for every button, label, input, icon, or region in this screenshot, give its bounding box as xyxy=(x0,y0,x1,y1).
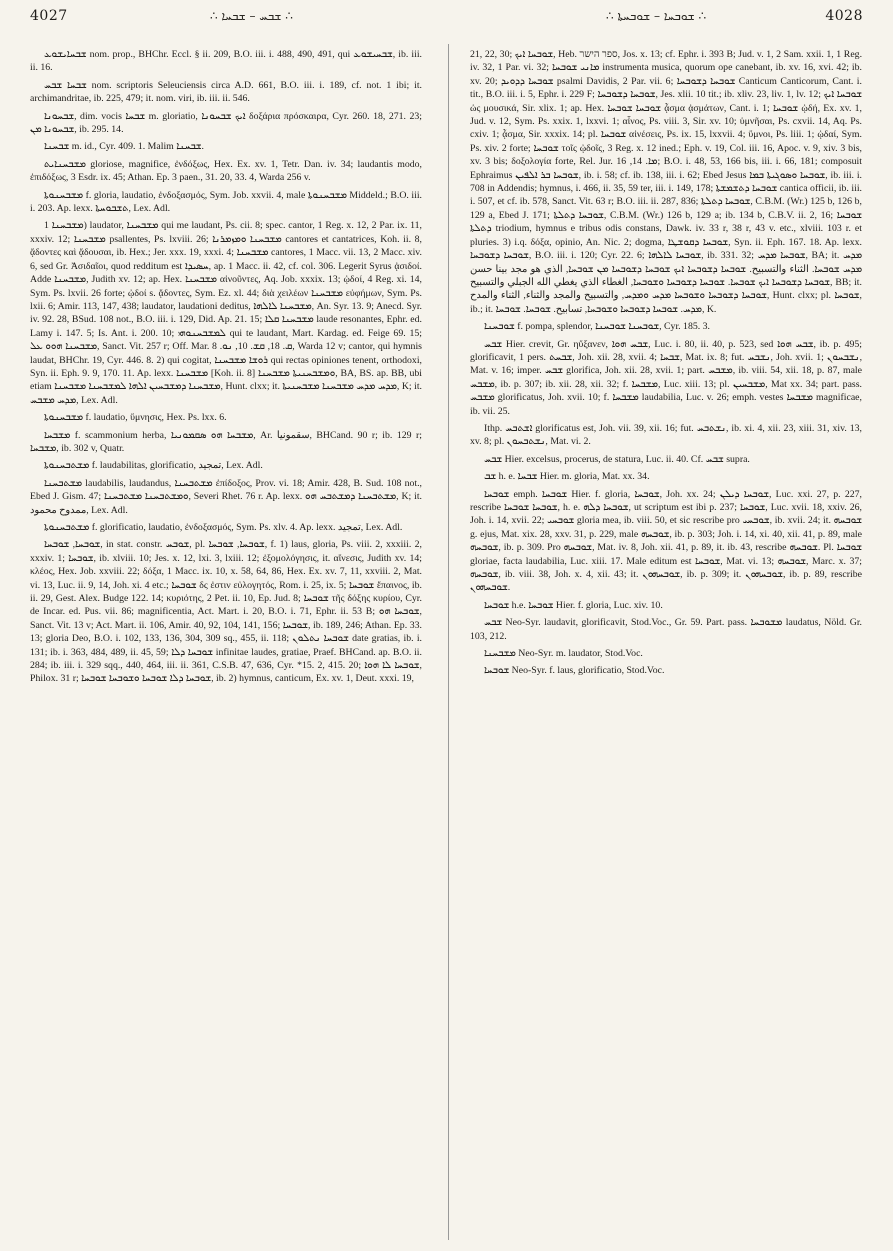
page-number-right: 4028 xyxy=(825,8,863,24)
dictionary-entry: ܫܘܒܚܐ Neo-Syr. f. laus, glorificatio, Stod.Voc. xyxy=(484,665,665,677)
dictionary-entry: ܡܫܬܒܚܢܘܬܐ f. glorificatio, laudatio, ἐνδοξασμός, Sym. Ps. xlv. 4. Ap. lexx. تمجيد, Lex. Adl. xyxy=(44,522,403,533)
dictionary-entry: ܡܫܒܚܢܐܝܬ gloriose, magnifice, ἐνδόξως, Hex. Ex. xv. 1, Tetr. Dan. iv. 34; laudantis modo, ἐπιδόξως, 3 Esdr. ix. 45; Athan. Ep. 3 paen., 31. 20, 33. 4, Warda 256 v. xyxy=(30,158,422,184)
left-column xyxy=(30,48,422,1238)
running-head-right: ∴ ܫܘܒܚܐ – ܫܘܒܚܬܐ ∴ xyxy=(606,9,707,23)
dictionary-entry: ܡܫܒܚܐ f. scammonium herba, ܡܫܒܚܐ ܗܘ ܣܩܡܘܢܝܐ, Ar. سقمونيا, BHCand. 90 r; ib. 129 r; ܡܫܒܚܐ, ib. 302 v, Quatr. xyxy=(30,429,422,454)
column-divider xyxy=(448,44,449,1240)
dictionary-entry: ܫܘܒܚܐ emph. ܫܘܒܚܐ Hier. f. gloria, ܫܘܒܚܐ, Joh. xx. 24; ܫܘܒܚܐ ܕܝܠܢ, Luc. xxi. 27, p. 227, rescribe ܫܘܒܚܐ ܫܘܒܚܐ, h. e. ܫܘܒܚܐ ܕܠܗ, ut scriptum est ibi p. 237; ܫܘܒܚܐ, Luc. xvii. 18, xxiv. 26, Joh. i. 14, xvii. 22; ܫܘܒܚܝ gloria mea, ib. viii. 50, et sic rescribe pro ܫܘܒܚܝ, ib. xvii. 24; it. ܫܘܒܚܗ g. ejus, Mat. xix. 28, xxv. 31, p. 229, male ܫܘܒܚܗ, ib. p. 303; Joh. i. 14, xi. 40, xii. 41, p. 89, male ܫܘܒܚܗ, ib. p. 309. Pro ܫܘܒܚܗ, Mat. iv. 8, Joh. xii. 41, p. 89, it. ib. 43, rescribe ܫܘܒܚܗ. Pl. ܫܘܒܚܐ gloriae, facta laudabilia, Luc. xiii. 17. Male editum est ܫܘܒܚܐ, Mat. vi. 13; ܫܘܒܚܗ, Marc. x. 37; ܫܘܒܚܗ, ib. viii. 38, Joh. x. 4, xii. 43; it. ܫܘܒܚܗܘܢ, ib. p. 309; it. ܫܘܒܚܗܘܢ, ib. p. 89, rescribe ܫܘܒܚܗܘܢ. xyxy=(470,488,862,594)
page-header xyxy=(0,0,893,40)
dictionary-entry: ܫܒܚܐ ܫܒܚ nom. scriptoris Seleuciensis circa A.D. 661, B.O. iii. i. 189, cf. not. 1 ibi; it. archimandritae, ib. 225, 479; it. nom. viri, ib. iii. ii. 546. xyxy=(30,79,422,105)
dictionary-entry: ܫܒܚܐܝܫܘܥ nom. prop., BHChr. Eccl. § ii. 209, B.O. iii. i. 488, 490, 491, qui ܫܒܚܝܫܘܥ, ib. iii. ii. 16. xyxy=(30,49,422,74)
dictionary-entry: ܫܒܚܢܐ m. id., Cyr. 409. 1. Malim ܫܒܚܢܐ. xyxy=(44,141,204,153)
dictionary-entry: ܫܒ h. e. ܫܒܚܐ Hier. m. gloria, Mat. xx. 34. xyxy=(484,471,650,483)
dictionary-entry: ܫܘܒܚܢܐ f. pompa, splendor, ܫܘܒܚܢܐ ܫܘܒܚܢܐ, Cyr. 185. 3. xyxy=(484,321,711,333)
dictionary-entry: ܫܘܒܚܐ, ܫܘܒܚܐ, in stat. constr. ܫܘܒܚ, pl. ܫܘܒܚܐ, ܫܘܒܚܐ, f. 1) laus, gloria, Ps. viii. 2, xxxiii. 2, xxxiv. 1; ܫܘܒܚܐ, ib. xlviii. 10; Jes. x. 12, lxi. 3, lxiii. 12; ἐξομολόγησις, it. αἴνεσις, Judith xv. 14; κλέος, Hex. Job. xxviii. 22; δόξα, 1 Macc. ix. 10, x. 58, 64, 86, Hex. Ex. xv. 7, 11, xxviii. 2, Mat. vi. 13, Luc. ii. 9, 14, Joh. xi. 4 etc.; ܫܘܒܚܐ δς ἐστιν εὐλογητός, Rom. i. 25, ix. 5; ܫܘܒܚܐ ἔπαινος, ib. ii. 29, Gest. Alex. Budge 122. 14; κυριότης, 2 Pet. ii. 10, Ep. Jud. 8; ܫܘܒܚܐ τῆς δόξης κυρίου, Cyr. de Incar. ed. Pus. vii. 86; magnificentia, Act. Mart. i. 20, B.O. i. 71, Ephr. ii. 53 B; ܫܘܒܚܐ ܗܘ, Sanct. Vit. 13 v; Act. Mart. ii. 106, Amir. 40, 92, 104, 141, 156; ܫܘܒܚܐ, ib. 189, 246; Athan. Ep. 33. 13; gloria Deo, B.O. i. 102, 133, 136, 304, 309 sq., 455, ii. 118; ܫܘܒܚܐ ܢܬܠܘܢ date gratias, ib. i. 131; ib. i. 363, 484, 489, ii. 45, 59; ܫܘܒܚܐ ܕܠܐ infinitae laudes, gratiae, Praef. BHCand. ap. B.O. ii. 284; ib. iii. i. 329 sqq., 440, 464, iii. ii. 361, C.S.B. 47, 636, Cyr. *15. 2, 415. 20; ܫܘܒܚܐ ܠܐ ܗܘܐ, Philox. 31 r; ܫܘܒܚܐ ܕܠܐ ܫܘܒܚܐ ܘܫܘܒܚܐ ܫܘܒܚܐ, ib. 2) hymnus, canticum, Ex. xv. 1, Deut. xxxi. 19, xyxy=(30,539,422,685)
dictionary-entry: Ithp. ܐܫܬܒܚ glorificatus est, Joh. vii. 39, xii. 16; fut. ܢܫܬܒܚ, ib. xi. 4, xii. 23, xiii. 31, xiv. 13, xv. 8; pl. ܢܫܬܒܚܘܢ, Mat. vi. 2. xyxy=(470,422,862,448)
dictionary-entry: ܫܒܚ Hier. crevit, Gr. ηὔξανεν, ܫܒܚ ܗܘܐ, Luc. i. 80, ii. 40, p. 523, sed ܫܒܚ ܗܘܐ, ib. p. 495; glorificavit, 1 pers. ܫܒܚܬ, Joh. xii. 28, xvii. 4; ܫܒܚܐ, Mat. ix. 8; fut. ܢܫܒܚ, Joh. xvii. 1; ܢܫܒܚܘܢ, Mat. v. 16; imper. ܫܒܚ glorifica, Joh. xii. 28, xvii. 1; part. ܡܫܒܚ, ib. viii. 54, xii. 18, p. 87, male ܡܫܒܚ, ib. p. 307; ib. xii. 28, xii. 32; f. ܡܫܒܚܐ, Luc. xiii. 13; pl. ܡܫܒܚܝܢ, Mat xx. 34; part. pass. ܡܫܒܚ glorificatus, Joh. xvii. 10; f. ܡܫܒܚܐ laudabilia, Luc. v. 26; emph. vestes ܡܫܒܚܐ magnificae, ib. vii. 25. xyxy=(470,338,862,417)
dictionary-entry: ܡܫܒܚܢܘܬܐ f. laudatio, ὕμνησις, Hex. Ps. lxx. 6. xyxy=(44,412,227,424)
page-number-left: 4027 xyxy=(30,8,68,24)
right-column xyxy=(470,48,862,1238)
dictionary-entry: ܡܫܒܚܢܘܬܐ f. gloria, laudatio, ἐνδοξασμός, Sym. Job. xxvii. 4, male ܡܫܒܚܢܘܬܐ Middeld.; B.O. iii. i. 203. Ap. lexx. ܬܫܒܘܚܬܐ, Lex. Adl. xyxy=(30,189,422,215)
dictionary-entry: ܡܫܬܒܚܢܐ laudabilis, laudandus, ܡܫܬܒܚܢܐ ἐπίδοξος, Prov. vi. 18; Amir. 428, B. Sud. 108 not., Ebed J. Gism. 47; ܘܡܫܬܒܚܢܐ ܡܫܬܒܚܢܐ, Severi Rhet. 76 r. Ap. lexx. ܡܫܬܒܚܢܐ ܕܡܫܬܒܚ ܗܘ, K; it. ممدوح محمود, Lex. Adl. xyxy=(30,477,422,516)
dictionary-entry: ܡܫܒܚܢܐ 1) laudator, ܡܫܒܚܢܐ qui me laudant, Ps. cii. 8; spec. cantor, 1 Reg. x. 12, 2 Par. ix. 11, xxxiv. 12; ܡܫܒܚܢܐ psallentes, Ps. lxviii. 26; ܡܫܒܚܢܐ ܘܡܙܡܪܢܐ cantores et cantatrices, Koh. ii. 8, ᾄδοντες καὶ ᾄδουσαι, ib. Hex.; Jer. xxx. 19, xxxi. 4; ܡܫܒܚܢܐ cantores, 1 Macc. vii. 13, 2 Macc. xiv. 6, sed Gr. Ἀσιδαῖοι, quod redditum est ܚܣܝܕܐ, ap. 1 Macc. ii. 42, cf. col. 306. Legerit Syrus ᾀσιδοί. Adde ܡܫܒܚܢܐ, Judith xv. 12; ap. Hex. ܡܫܒܚܢܐ αἰνοῦντες, Aq. Job. xxxix. 13; ᾠδοί, 4 Reg. xi. 14, Sym. Ps. lxvii. 26 forte; ᾠδοί s. ᾄδοντες, Sym. Ez. xl. 44; διὰ χειλέων ܡܫܒܚܢܐ εὐφήμων, Sym. Ps. lxii. 6; Amir. 113, 147, 438; laudator, laudationi deditus, ܡܫܒܚܢܐ ܠܐܠܗܐ, An. Syr. 13. 9; Anecd. Syr. iv. 92. 28, BSud. 108 not., B.O. iii. i. 129, Did. Ap. 21. 15; ܡܫܒܚܢܐ ܩܠܐ laude resonantes, Ephr. ed. Lamy i. 147. 5; Is. Ant. i. 200. 10; ܠܡܫܒܚܢܘܗܝ qui te laudant, Mart. Kardag. ed. Feige 69. 15; ܡܫܒܚܢܐ ܗܘܘ ܥܠ, Sanct. Vit. 257 r; Off. Mar. ܩ. 18, ܩܫ. 10, ܢܘ. 8, Warda 12 v; cantor, qui hymnis laudat, BHChr. 19, Cyr. 446. 8. 2) qui cogitat, ܪܘܫܐ ܡܫܒܚܢܐ qui rectas opiniones tenent, orthodoxi, Syn. ii. Eph. 9. 9, 170. 11. Ap. lexx. ܡܫܒܚܢܐ [Koh. ii. 8] ܘܡܫܒܚܢܝܬܐ ܡܫܒܚܢܐ, BA, BS. ap. BB, ubi etiam ܡܫܒܚܢܐ ܕܡܫܒܚܝܢ ܐܠܗܐ ܠܡܫܒܚܢܐ ܡܫܒܚܢܐ, Hunt. clxx; it. ܡܕܚ ܡܕܚ ܡܫܒܚܢܐ ܡܫܒܚܢܝܬܐ, K; it. ܡܕܚ ܡܫܒܚ, Lex. Adl. xyxy=(30,220,422,406)
dictionary-entry: ܫܘܒܚܐ h.e. ܫܘܒܚܐ Hier. f. gloria, Luc. xiv. 10. xyxy=(484,599,663,611)
dictionary-entry: ܡܫܬܒܚܢܘܬܐ f. laudabilitas, glorificatio, تمجيد, Lex. Adl. xyxy=(44,460,263,472)
dictionary-entry: 21, 22, 30; ܫܘܒܚܐ ܐܝܟ, Heb. ספר הישר, Jos. x. 13; cf. Ephr. i. 393 B; Jud. v. 1, 2 Sam. xxii. 1, 1 Reg. iv. 32, 1 Par. vi. 32; ܡܐܢܝ ܫܘܒܚܐ instrumenta musica, quorum ope canebant, ib. xv. 16, xvi. 42; ib. xv. 20; ܫܘܒܚܐ ܕܕܘܝܕ psalmi Davidis, 2 Par. vii. 6; ܫܘܒܚܐ ܕܫܘܒܚܐ Canticum Canticorum, Cant. i. tit., B.O. iii. i. 5, Ephr. i. 229 F; ܫܘܒܚܐ ܕܫܘܒܚܐ, Jes. xlii. 10 tit.; ib. xliv. 23, liv. 1, lv. 12; ܫܘܒܚܐ ܐܝܟ ὡς μουσικά, Sir. xlix. 1; ap. Hex. ܫܘܒܚܐ ܫܘܒܚܐ ᾆσμα ᾀσμάτων, Cant. i. 1; ܫܘܒܚܐ ᾠδή, Ex. xv. 1, Jud. v. 12, Sym. Ps. xxix. 1, lxxvi. 1; αἶνος, Ps. viii. 3, Sir. xv. 10; ὑμνῆσαι, Ps. cxvii. 14, Aq. Ps. cxiv. 1; ᾆσμα, Sir. xxxix. 14; pl. ܫܘܒܚܐ αἰνέσεις, Ps. ix. 15, lxxvii. 4; ὕμνοι, Ps. liii. 1; ᾠδαί, Sym. Ps. xiv. 2 forte; ܫܘܒܚܐ τοῖς ᾠδοῖς, 3 Reg. x. 12 ined.; Eph. v. 19, Col. iii. 16, Apoc. v. 9, xiv. 3 bis, xv. 3 bis; δοξολογία forte, Rel. Jur. ܡܐ. 14, 16; B.O. i. 48, 53, 166 bis, iii. i. 66, 181; composuit Ephraimus ܫܘܒܚܐ ܒܪ ܐܠܦܝܢ, ib. i. 58; cf. ib. 138, iii. i. 62; Ebed Jesus ܫܘܒܚܐ ܘܣܘܓܝܬܐ ܒܡܐ, ib. iii. i. 708 in Addendis; hymnus, i. 466, ii. 35, 59 ter, iii. i. 149, 178; ܫܘܒܚܐ ܕܬܫܡܫܬܐ cantica officii, ib. iii. i. 507, et cf. ib. 578, Sanct. Vit. 63 r; B.O. iii. ii. 287, 836; ܫܘܒܚܐ ܕܬܠܬܐ, C.B.M. (Wr.) 125 b, 126 b, 129 a, Ebed J. 171; ܫܘܒܚܐ ܕܬܠܬܐ, C.B.M. (Wr.) 126 b, 129 a; ib. 134 b, C.B.V. ii. 2, 16; ܫܘܒܚܐ ܕܬܠܬܐ triodium, hymnus e tribus odis constans, Dawk. iv. 33 r, 38 r, 43 v. etc., xlviii. 103 r. et pluries. 3) i.q. δόξα, opinio, An. Nic. 2; dogma, ܫܘܒܚܐ ܕܩܘܫܛܐ, Syn. ii. Eph. 167. 18. Ap. lexx. ܫܘܒܚܐ ܕܫܘܒܚܐ, B.O. iii. i. 120; Cyr. 22. 6; ܫܘܒܚܐ ܠܐܠܗܐ, ib. 331. 32; ܫܘܒܚܐ ܡܕܚ, BA; it. ܡܕܚ ܡܕܚ ܫܘܒܚܐ. الثناء والتسبيح. ܫܘܒܚܐ ܕܫܘܒܚܐ ܐܝܟ ܫܘܒܚܐ ܕܫܘܒܚܐ ܡܢ ܫܘܒܚܐ, الذي هو مجد بينا حسن ܫܘܒܚܐ ܕܫܘܒܚܐ ܐܝܟ ܫܘܒܚܐ. ܫܘܒܚܐ ܕܫܘܒܚܐ ܘܫܘܒܚܐ, الغطاء الذي يغطي الله الجبلي والتسبيح, BB; it. ܫܘܒܚܐ ܕܫܘܒܚܐ ܘܫܘܒܚܐ ܡܕܚ ܘܡܕܚ, والتسبيح والمجد والثناء, الثناء والمدح, Hunt. clxx; pl. ܫܘܒܚܐ, ib.; it. ܡܕܚ. ܫܘܒܚܐ ܕܫܘܒܚܐ ܘܫܘܒܚܐ, تسابيح. ܫܘܒܚܐ. ܫܘܒܚܐ, K. xyxy=(470,49,862,315)
dictionary-entry: ܫܒܚܘܢܐ, dim. vocis ܫܒܚܐ m. gloriatio, ܐܝܟ ܫܒܚܘܢܐ δοξάρια πρόσκαιρα, Cyr. 260. 18, 271. 23; ܫܒܚܘܢܐ ܡܢ, ib. 295. 14. xyxy=(30,110,422,136)
dictionary-entry: ܡܫܒܚܢܐ Neo-Syr. m. laudator, Stod.Voc. xyxy=(484,648,643,660)
dictionary-entry: ܫܒܚ Hier. excelsus, procerus, de statura, Luc. ii. 40. Cf. ܫܒܚ supra. xyxy=(484,453,750,465)
dictionary-entry: ܫܒܚ Neo-Syr. laudavit, glorificavit, Stod.Voc., Gr. 59. Part. pass. ܡܫܘܒܚܐ laudatus, Nöld. Gr. 103, 212. xyxy=(470,617,862,642)
running-head-left: ∴ ܫܒܚ – ܫܒܚܐ ∴ xyxy=(210,9,293,23)
